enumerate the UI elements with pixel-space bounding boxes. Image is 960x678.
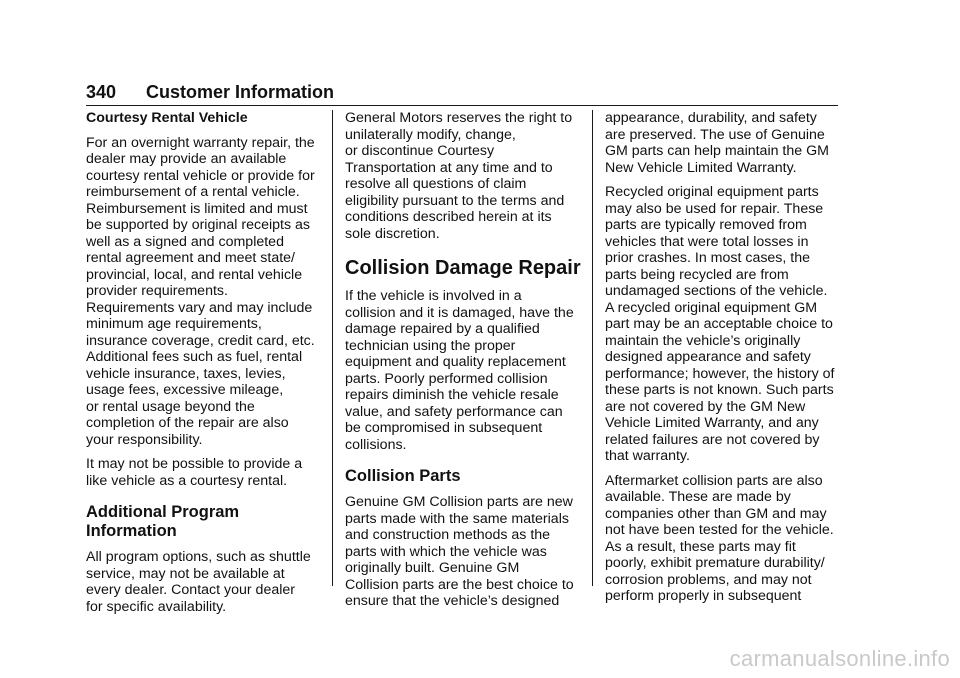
text-line: parts with which the vehicle was <box>345 543 547 560</box>
text-line: every dealer. Contact your dealer <box>86 582 295 598</box>
text-line: minimum age requirements, <box>86 316 262 332</box>
paragraph-aftermarket-parts <box>605 473 845 605</box>
text-line: Genuine GM Collision parts are new <box>345 494 573 510</box>
text-line: provincial, local, and rental vehicle <box>86 266 303 283</box>
text-line: or discontinue Courtesy <box>345 143 495 159</box>
text-line: corrosion problems, and may not <box>605 571 812 588</box>
text-line: value, and safety performance can <box>345 403 563 420</box>
text-line: part may be an acceptable choice to <box>605 316 833 332</box>
paragraph-recycled-parts <box>605 184 845 465</box>
text-line: All program options, such as shuttle <box>86 549 311 565</box>
section-heading-collision-parts: Collision Parts <box>345 467 461 485</box>
text-line: completion of the repair are also <box>86 415 289 431</box>
paragraph-like-vehicle <box>86 456 326 489</box>
text-line: It may not be possible to provide a <box>86 456 303 472</box>
page-header <box>86 80 838 106</box>
text-line: related failures are not covered by <box>605 431 820 448</box>
text-line: parts are typically removed from <box>605 217 807 233</box>
column-divider <box>332 110 333 586</box>
text-line: Additional Program <box>86 503 240 521</box>
text-line: damage repaired by a qualified <box>345 321 540 337</box>
text-line: parts being recycled are from <box>605 266 789 283</box>
text-line: conditions described herein at its <box>345 209 552 225</box>
text-line: rental agreement and meet state/ <box>86 250 295 266</box>
text-line: undamaged sections of the vehicle. <box>605 283 828 299</box>
text-line: parts. Poorly performed collision <box>345 370 548 387</box>
text-line: are not covered by the GM New <box>605 398 806 415</box>
text-line: designed appearance and safety <box>605 349 811 365</box>
text-line: ensure that the vehicle’s designed <box>345 593 560 609</box>
paragraph-gm-reserves <box>345 110 585 242</box>
section-heading-courtesy-rental: Courtesy Rental Vehicle <box>86 110 248 126</box>
text-line: Additional fees such as fuel, rental <box>86 349 303 365</box>
text-line: may also be used for repair. These <box>605 200 824 217</box>
text-line: not have been tested for the vehicle. <box>605 522 834 538</box>
text-line: performance; however, the history of <box>605 365 835 382</box>
text-line: Transportation at any time and to <box>345 159 553 176</box>
text-line: poorly, exhibit premature durability/ <box>605 555 825 571</box>
watermark: carmanualsonline.info <box>729 646 950 671</box>
text-line: perform properly in subsequent <box>605 588 802 604</box>
text-line: dealer may provide an available <box>86 151 287 167</box>
text-line: Recycled original equipment parts <box>605 184 819 200</box>
text-line: appearance, durability, and safety <box>605 110 817 126</box>
column-3 <box>605 110 845 613</box>
page-number: 340 <box>86 82 117 102</box>
text-line: well as a signed and completed <box>86 233 284 250</box>
paragraph-genuine-parts <box>345 494 585 610</box>
text-line: Requirements vary and may include <box>86 299 313 316</box>
text-line: be supported by original receipts as <box>86 217 310 233</box>
text-line: that warranty. <box>605 448 690 464</box>
text-line: courtesy rental vehicle or provide for <box>86 167 315 184</box>
text-line: eligibility pursuant to the terms and <box>345 192 565 209</box>
text-line: resolve all questions of claim <box>345 176 527 192</box>
text-line: General Motors reserves the right to <box>345 110 573 126</box>
text-line: Reimbursement is limited and must <box>86 200 308 217</box>
text-line: usage fees, excessive mileage, <box>86 382 284 398</box>
text-line: Collision parts are the best choice to <box>345 576 574 593</box>
text-line: maintain the vehicle’s originally <box>605 332 801 349</box>
text-line: repairs diminish the vehicle resale <box>345 387 559 403</box>
text-line: collision and it is damaged, have the <box>345 304 574 321</box>
text-line: parts made with the same materials <box>345 510 569 527</box>
text-line: reimbursement of a rental vehicle. <box>86 184 300 200</box>
text-line: like vehicle as a courtesy rental. <box>86 472 288 489</box>
text-line: or rental usage beyond the <box>86 398 255 415</box>
text-line: equipment and quality replacement <box>345 354 566 370</box>
text-line: service, may not be available at <box>86 565 285 582</box>
text-line: sole discretion. <box>345 225 440 242</box>
column-1 <box>86 110 326 623</box>
column-2 <box>345 110 585 618</box>
section-heading-collision-damage-repair: Collision Damage Repair <box>345 257 581 279</box>
text-line: technician using the proper <box>345 337 516 354</box>
text-line: A recycled original equipment GM <box>605 299 818 316</box>
text-line: be compromised in subsequent <box>345 420 543 436</box>
text-line: vehicles that were total losses in <box>605 233 809 250</box>
text-line: If the vehicle is involved in a <box>345 288 522 304</box>
text-line: are preserved. The use of Genuine <box>605 126 825 143</box>
text-line: Vehicle Limited Warranty, and any <box>605 415 819 431</box>
paragraph-program-options <box>86 549 326 615</box>
section-heading-additional-program <box>86 503 326 541</box>
text-line: As a result, these parts may fit <box>605 538 796 555</box>
text-line: For an overnight warranty repair, the <box>86 134 315 151</box>
text-line: these parts is not known. Such parts <box>605 382 834 398</box>
text-line: available. These are made by <box>605 489 791 505</box>
text-line: New Vehicle Limited Warranty. <box>605 159 797 176</box>
text-line: Information <box>86 522 177 540</box>
text-line: collisions. <box>345 436 407 453</box>
paragraph-collision-damage <box>345 288 585 453</box>
text-line: vehicle insurance, taxes, levies, <box>86 365 286 382</box>
text-line: provider requirements. <box>86 283 228 299</box>
text-line: originally built. Genuine GM <box>345 560 520 576</box>
text-line: and construction methods as the <box>345 527 551 543</box>
text-line: companies other than GM and may <box>605 505 827 522</box>
text-line: for specific availability. <box>86 598 227 615</box>
text-line: insurance coverage, credit card, etc. <box>86 332 315 349</box>
text-line: your responsibility. <box>86 431 203 448</box>
column-divider <box>592 110 593 586</box>
paragraph-appearance <box>605 110 845 176</box>
text-line: unilaterally modify, change, <box>345 126 516 143</box>
page-title: Customer Information <box>146 82 335 102</box>
paragraph-courtesy-rental <box>86 135 326 449</box>
text-line: prior crashes. In most cases, the <box>605 250 811 266</box>
text-line: Aftermarket collision parts are also <box>605 472 823 489</box>
text-line: GM parts can help maintain the GM <box>605 143 829 159</box>
